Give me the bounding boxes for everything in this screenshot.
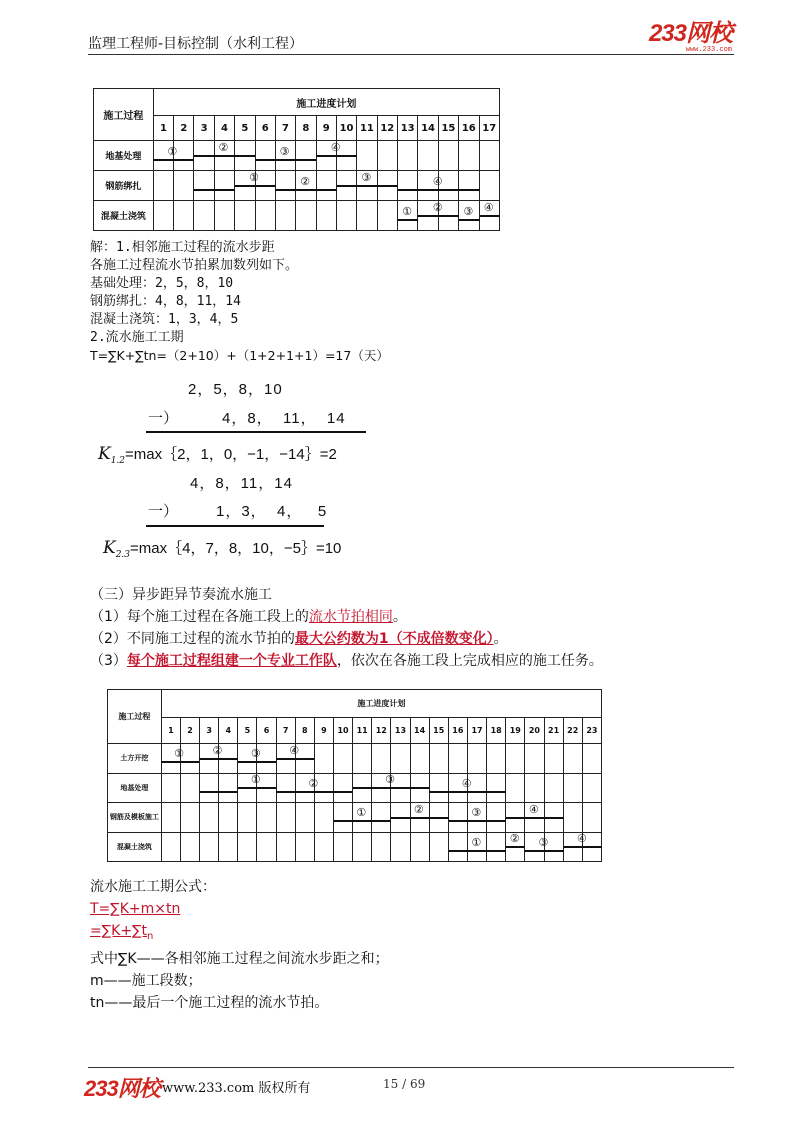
section-3 bbox=[90, 584, 730, 672]
day-column-header: 6 bbox=[255, 116, 275, 141]
formula-2: $=\sum K+\sum t_n$ bbox=[90, 923, 154, 942]
schedule-cell bbox=[161, 773, 180, 803]
schedule-cell bbox=[174, 171, 194, 201]
progress-bar-segment bbox=[235, 185, 276, 187]
schedule-cell bbox=[391, 744, 410, 774]
schedule-cell bbox=[563, 803, 582, 833]
formula-1: T=∑K+m×tn bbox=[90, 901, 181, 917]
process-name: 地基处理 bbox=[108, 773, 162, 803]
schedule-cell bbox=[219, 803, 238, 833]
day-column-header: 12 bbox=[372, 718, 391, 744]
progress-bar-segment bbox=[161, 761, 199, 763]
progress-bar-segment bbox=[153, 159, 194, 161]
day-column-header: 22 bbox=[563, 718, 582, 744]
segment-label: ④ bbox=[528, 802, 539, 816]
progress-bar-segment bbox=[275, 189, 336, 191]
schedule-cell bbox=[448, 803, 467, 833]
header-process-label: 施工过程 bbox=[94, 89, 154, 141]
day-column-header: 19 bbox=[506, 718, 525, 744]
schedule-cell bbox=[410, 832, 429, 862]
schedule-cell bbox=[582, 803, 601, 833]
schedule-cell bbox=[180, 773, 199, 803]
schedule-cell bbox=[316, 171, 336, 201]
schedule-cell bbox=[214, 171, 234, 201]
day-column-header: 21 bbox=[544, 718, 563, 744]
day-column-header: 15 bbox=[438, 116, 458, 141]
solution-line: 基础处理：2，5，8，10 bbox=[90, 276, 234, 291]
day-column-header: 14 bbox=[410, 718, 429, 744]
schedule-cell bbox=[214, 201, 234, 231]
schedule-cell bbox=[316, 201, 336, 231]
segment-label: ② bbox=[413, 802, 424, 816]
progress-bar-segment bbox=[398, 189, 480, 191]
schedule-cell bbox=[582, 744, 601, 774]
segment-label: ③ bbox=[279, 144, 290, 158]
schedule-cell bbox=[429, 744, 448, 774]
section-3-point-3: （3）每个施工过程组建一个专业工作队，依次在各施工段上完成相应的施工任务。 bbox=[90, 653, 603, 669]
day-column-header: 14 bbox=[418, 116, 438, 141]
day-column-header: 15 bbox=[429, 718, 448, 744]
schedule-cell bbox=[410, 744, 429, 774]
progress-bar-segment bbox=[238, 787, 276, 789]
schedule-cell bbox=[161, 832, 180, 862]
schedule-cell bbox=[219, 832, 238, 862]
progress-bar-segment bbox=[353, 787, 430, 789]
table-2-grid bbox=[107, 689, 602, 862]
day-column-header: 5 bbox=[238, 718, 257, 744]
schedule-cell bbox=[255, 141, 275, 171]
schedule-cell bbox=[333, 803, 352, 833]
day-column-header: 7 bbox=[275, 116, 295, 141]
footer-logo[interactable]: 233网校 bbox=[84, 1076, 160, 1101]
progress-bar-segment bbox=[238, 761, 276, 763]
day-column-header: 4 bbox=[219, 718, 238, 744]
header-plan-label: 施工进度计划 bbox=[161, 690, 601, 718]
solution-line: 2.流水施工工期 bbox=[90, 330, 184, 345]
schedule-cell bbox=[200, 832, 219, 862]
progress-bar-segment bbox=[276, 758, 314, 760]
schedule-cell bbox=[487, 832, 506, 862]
schedule-cell bbox=[353, 832, 372, 862]
schedule-table-2 bbox=[107, 689, 602, 861]
segment-label: ③ bbox=[385, 773, 395, 787]
segment-label: ① bbox=[356, 806, 367, 820]
highlight-text: 流水节拍相同 bbox=[308, 609, 393, 625]
schedule-cell bbox=[180, 803, 199, 833]
schedule-cell bbox=[336, 201, 356, 231]
logo-url: www.233.com bbox=[685, 46, 732, 54]
schedule-cell bbox=[487, 803, 506, 833]
solution-line: 钢筋绑扎：4，8，11，14 bbox=[90, 294, 241, 309]
schedule-cell bbox=[372, 803, 391, 833]
progress-bar-segment bbox=[316, 155, 357, 157]
schedule-cell bbox=[276, 832, 295, 862]
segment-label: ① bbox=[249, 171, 259, 184]
schedule-cell bbox=[357, 141, 377, 171]
progress-bar-segment bbox=[337, 185, 398, 187]
schedule-cell bbox=[467, 744, 486, 774]
schedule-cell bbox=[238, 832, 257, 862]
day-column-header: 8 bbox=[296, 116, 316, 141]
section-3-title: （三）异步距异节奏流水施工 bbox=[90, 587, 272, 603]
schedule-cell bbox=[377, 201, 397, 231]
segment-label: ① bbox=[250, 773, 261, 787]
site-logo[interactable] bbox=[649, 22, 732, 54]
k23-symbol: K bbox=[103, 538, 116, 558]
formula-def-1: 式中∑K——各相邻施工过程之间流水步距之和； bbox=[90, 950, 389, 967]
segment-label: ③ bbox=[538, 835, 549, 849]
progress-bar-segment bbox=[449, 850, 507, 852]
k23-subscript: 2.3 bbox=[115, 550, 131, 561]
calc2-top-series: 4，8，11，14 bbox=[190, 475, 293, 492]
segment-label: ② bbox=[212, 743, 223, 757]
process-name: 混凝土浇筑 bbox=[108, 832, 162, 862]
schedule-cell bbox=[506, 744, 525, 774]
schedule-cell bbox=[276, 803, 295, 833]
schedule-cell bbox=[314, 832, 333, 862]
formula-def-2: m——施工段数； bbox=[90, 972, 202, 989]
progress-bar-segment bbox=[525, 850, 563, 852]
segment-label: ③ bbox=[463, 204, 474, 218]
progress-bar-segment bbox=[506, 817, 564, 819]
schedule-cell bbox=[296, 201, 316, 231]
solution-line: T=∑K+∑tn=（2+10）+（1+2+1+1）=17（天） bbox=[90, 348, 389, 363]
day-column-header: 1 bbox=[153, 116, 173, 141]
progress-bar-segment bbox=[418, 215, 459, 217]
k23-expression: =max｛4，7，8，10，−5｝=10 bbox=[130, 540, 342, 557]
schedule-cell bbox=[448, 832, 467, 862]
schedule-cell bbox=[333, 832, 352, 862]
progress-bar-segment bbox=[391, 817, 449, 819]
formula-section bbox=[90, 876, 730, 1014]
schedule-cell bbox=[429, 832, 448, 862]
day-column-header: 12 bbox=[377, 116, 397, 141]
schedule-cell bbox=[174, 201, 194, 231]
day-column-header: 11 bbox=[353, 718, 372, 744]
header-process-label: 施工过程 bbox=[108, 690, 162, 744]
day-column-header: 13 bbox=[391, 718, 410, 744]
section-3-point-1: （1）每个施工过程在各施工段上的流水节拍相同。 bbox=[90, 609, 407, 625]
day-column-header: 5 bbox=[235, 116, 255, 141]
schedule-cell bbox=[153, 201, 173, 231]
day-column-header: 17 bbox=[467, 718, 486, 744]
schedule-cell bbox=[180, 832, 199, 862]
progress-bar-segment bbox=[194, 155, 255, 157]
solution-line: 解：1.相邻施工过程的流水步距 bbox=[90, 240, 275, 255]
schedule-cell bbox=[438, 141, 458, 171]
schedule-cell bbox=[333, 744, 352, 774]
calc2-minus: 一） bbox=[148, 503, 179, 520]
calc1-minus: 一） bbox=[148, 410, 179, 427]
schedule-cell bbox=[487, 744, 506, 774]
day-column-header: 10 bbox=[336, 116, 356, 141]
progress-bar-segment bbox=[449, 820, 507, 822]
schedule-cell bbox=[563, 744, 582, 774]
segment-label: ① bbox=[471, 835, 482, 849]
schedule-cell bbox=[257, 832, 276, 862]
schedule-cell bbox=[372, 832, 391, 862]
schedule-cell bbox=[314, 744, 333, 774]
schedule-cell bbox=[544, 744, 563, 774]
schedule-cell bbox=[582, 773, 601, 803]
day-column-header: 13 bbox=[398, 116, 418, 141]
section-3-point-2: （2）不同施工过程的流水节拍的最大公约数为1（不成倍数变化）。 bbox=[90, 631, 508, 647]
segment-label: ③ bbox=[250, 747, 261, 761]
schedule-cell bbox=[219, 773, 238, 803]
segment-label: ① bbox=[174, 747, 185, 761]
segment-label: ④ bbox=[576, 832, 587, 846]
day-column-header: 11 bbox=[357, 116, 377, 141]
progress-bar-segment bbox=[334, 820, 392, 822]
k12-subscript: 1.2 bbox=[110, 456, 126, 467]
schedule-cell bbox=[333, 773, 352, 803]
schedule-cell bbox=[194, 201, 214, 231]
schedule-cell bbox=[255, 201, 275, 231]
formula-intro: 流水施工工期公式： bbox=[90, 879, 216, 895]
segment-label: ① bbox=[167, 144, 178, 158]
calc2-bottom-series: 1，3， 4， 5 bbox=[216, 503, 328, 520]
schedule-cell bbox=[295, 832, 314, 862]
day-column-header: 6 bbox=[257, 718, 276, 744]
schedule-cell bbox=[398, 171, 418, 201]
header-plan-label: 施工进度计划 bbox=[153, 89, 499, 116]
schedule-cell bbox=[459, 171, 479, 201]
schedule-cell bbox=[429, 773, 448, 803]
process-name: 混凝土浇筑 bbox=[94, 201, 154, 231]
segment-label: ② bbox=[509, 832, 520, 846]
footer-divider bbox=[88, 1067, 734, 1068]
day-column-header: 3 bbox=[194, 116, 214, 141]
schedule-cell bbox=[525, 773, 544, 803]
schedule-cell bbox=[194, 171, 214, 201]
schedule-cell bbox=[275, 201, 295, 231]
segment-label: ① bbox=[402, 204, 413, 218]
segment-label: ③ bbox=[361, 171, 372, 184]
schedule-cell bbox=[161, 803, 180, 833]
day-column-header: 7 bbox=[276, 718, 295, 744]
calc2-rule bbox=[146, 525, 324, 527]
progress-bar-segment bbox=[564, 846, 602, 848]
schedule-cell bbox=[357, 201, 377, 231]
day-column-header: 16 bbox=[459, 116, 479, 141]
schedule-cell bbox=[372, 744, 391, 774]
day-column-header: 2 bbox=[180, 718, 199, 744]
progress-bar-segment bbox=[276, 791, 353, 793]
calc1-rule bbox=[146, 431, 366, 433]
progress-bar-segment bbox=[429, 791, 506, 793]
k23-result bbox=[103, 537, 341, 560]
progress-bar-segment bbox=[199, 758, 237, 760]
day-column-header: 23 bbox=[582, 718, 601, 744]
schedule-cell bbox=[353, 744, 372, 774]
schedule-cell bbox=[296, 141, 316, 171]
day-column-header: 9 bbox=[316, 116, 336, 141]
schedule-cell bbox=[257, 803, 276, 833]
page-number: 15 / 69 bbox=[383, 1077, 426, 1091]
segment-label: ④ bbox=[483, 201, 494, 214]
schedule-cell bbox=[544, 773, 563, 803]
calc1-bottom-series: 4，8， 11， 14 bbox=[222, 410, 346, 427]
header-divider bbox=[88, 54, 734, 55]
process-name: 钢筋绑扎 bbox=[94, 171, 154, 201]
progress-bar-segment bbox=[480, 215, 500, 217]
day-column-header: 8 bbox=[295, 718, 314, 744]
formula-def-3: tn——最后一个施工过程的流水节拍。 bbox=[90, 994, 329, 1011]
solution-line: 混凝土浇筑：1，3，4，5 bbox=[90, 312, 239, 327]
schedule-cell bbox=[418, 141, 438, 171]
schedule-cell bbox=[276, 773, 295, 803]
day-column-header: 16 bbox=[448, 718, 467, 744]
highlight-text: 每个施工过程组建一个专业工作队 bbox=[126, 653, 337, 669]
logo-text: 233网校 bbox=[648, 20, 732, 47]
highlight-text: 最大公约数为1（不成倍数变化） bbox=[294, 631, 494, 647]
schedule-cell bbox=[563, 773, 582, 803]
schedule-cell bbox=[479, 141, 500, 171]
segment-label: ④ bbox=[432, 174, 443, 188]
schedule-cell bbox=[506, 773, 525, 803]
progress-bar-segment bbox=[398, 219, 418, 221]
progress-bar-segment bbox=[506, 846, 525, 848]
day-column-header: 9 bbox=[314, 718, 333, 744]
schedule-cell bbox=[448, 744, 467, 774]
day-column-header: 3 bbox=[200, 718, 219, 744]
solution-text bbox=[90, 239, 389, 365]
process-name: 钢筋及模板施工 bbox=[108, 803, 162, 833]
schedule-cell bbox=[200, 803, 219, 833]
progress-bar-segment bbox=[199, 791, 237, 793]
solution-line: 各施工过程流水节拍累加数列如下。 bbox=[90, 258, 299, 273]
schedule-cell bbox=[314, 803, 333, 833]
schedule-cell bbox=[525, 744, 544, 774]
schedule-cell bbox=[479, 171, 500, 201]
process-name: 土方开挖 bbox=[108, 744, 162, 774]
segment-label: ② bbox=[432, 201, 443, 214]
process-name: 地基处理 bbox=[94, 141, 154, 171]
schedule-cell bbox=[487, 773, 506, 803]
schedule-cell bbox=[459, 141, 479, 171]
schedule-cell bbox=[295, 803, 314, 833]
day-column-header: 10 bbox=[333, 718, 352, 744]
segment-label: ② bbox=[308, 776, 319, 790]
segment-label: ② bbox=[218, 141, 229, 154]
day-column-header: 17 bbox=[479, 116, 500, 141]
schedule-cell bbox=[235, 201, 255, 231]
schedule-cell bbox=[377, 141, 397, 171]
schedule-cell bbox=[200, 773, 219, 803]
day-column-header: 1 bbox=[161, 718, 180, 744]
schedule-cell bbox=[153, 171, 173, 201]
schedule-cell bbox=[398, 141, 418, 171]
schedule-cell bbox=[275, 171, 295, 201]
k12-symbol: K bbox=[98, 444, 111, 464]
day-column-header: 18 bbox=[487, 718, 506, 744]
segment-label: ④ bbox=[461, 776, 472, 790]
segment-label: ④ bbox=[330, 141, 341, 154]
k12-expression: =max｛2，1，0，−1，−14｝=2 bbox=[125, 446, 337, 463]
progress-bar-segment bbox=[459, 219, 479, 221]
segment-label: ④ bbox=[289, 743, 300, 757]
schedule-cell bbox=[391, 832, 410, 862]
schedule-table-1 bbox=[93, 88, 500, 230]
day-column-header: 2 bbox=[174, 116, 194, 141]
segment-label: ③ bbox=[471, 806, 482, 820]
day-column-header: 20 bbox=[525, 718, 544, 744]
segment-label: ② bbox=[300, 174, 310, 188]
calc1-top-series: 2，5，8，10 bbox=[188, 381, 283, 398]
document-header-title: 监理工程师-目标控制（水利工程） bbox=[88, 36, 304, 52]
footer-site[interactable]: www.233.com 版权所有 bbox=[162, 1081, 311, 1096]
progress-bar-segment bbox=[194, 189, 235, 191]
day-column-header: 4 bbox=[214, 116, 234, 141]
k12-result bbox=[98, 443, 337, 466]
schedule-cell bbox=[238, 803, 257, 833]
progress-bar-segment bbox=[255, 159, 316, 161]
